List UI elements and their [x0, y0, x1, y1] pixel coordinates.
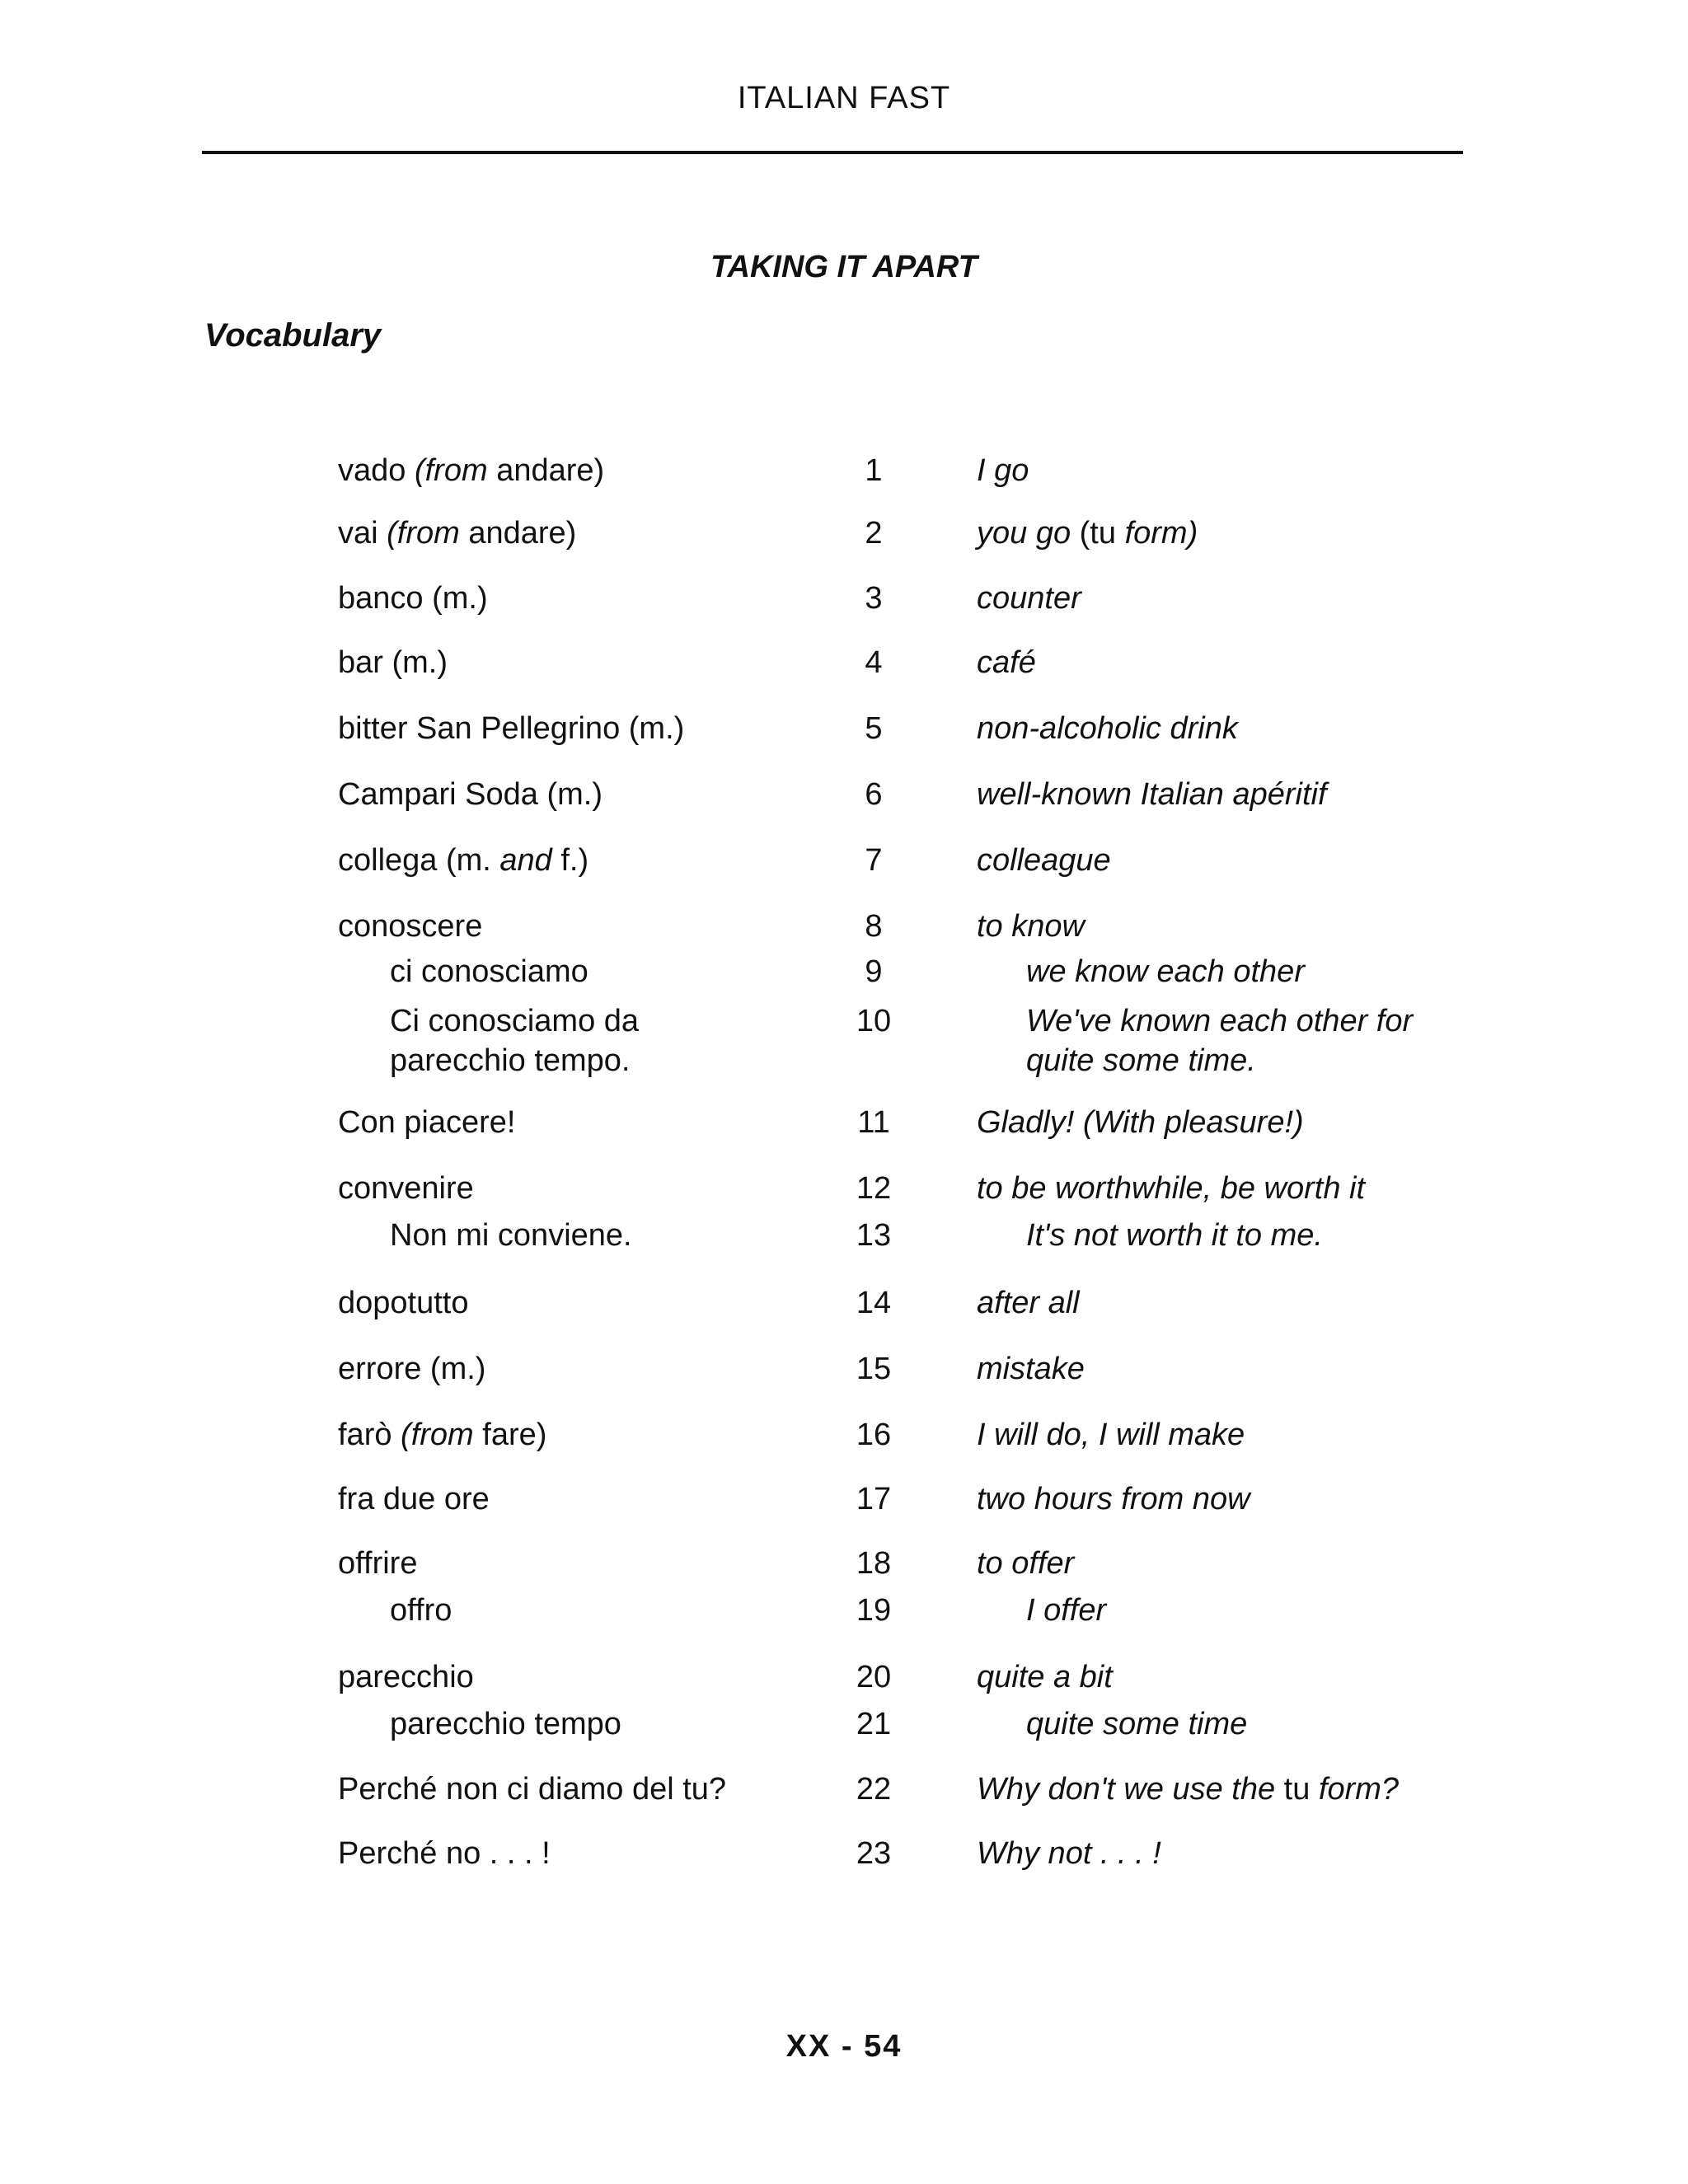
vocab-definition: we know each other: [1026, 954, 1305, 989]
vocab-number: 7: [865, 843, 883, 878]
vocab-term: Campari Soda (m.): [338, 777, 603, 812]
running-head: ITALIAN FAST: [737, 81, 951, 115]
vocab-number: 8: [865, 909, 883, 944]
vocab-number: 11: [857, 1105, 890, 1140]
vocab-number: 14: [856, 1286, 892, 1320]
vocab-definition: I offer: [1026, 1593, 1107, 1628]
vocab-term: bitter San Pellegrino (m.): [338, 711, 685, 746]
vocab-definition: well-known Italian apéritif: [977, 777, 1327, 812]
vocab-number: 12: [856, 1171, 892, 1206]
vocab-number: 2: [865, 516, 883, 551]
vocab-number: 6: [865, 777, 883, 812]
vocab-definition: I go: [977, 453, 1029, 488]
vocab-number: 4: [865, 645, 883, 680]
vocab-term: collega (m. and f.): [338, 843, 589, 878]
vocab-term: conoscere: [338, 909, 483, 944]
vocab-definition: I will do, I will make: [977, 1418, 1245, 1452]
vocab-definition: mistake: [977, 1352, 1085, 1386]
vocab-number: 15: [856, 1352, 892, 1386]
vocab-definition: non-alcoholic drink: [977, 711, 1238, 746]
vocab-number: 19: [856, 1593, 892, 1628]
vocab-definition: quite some time: [1026, 1707, 1248, 1741]
vocab-number: 16: [856, 1418, 892, 1452]
vocab-definition: Why don't we use the tu form?: [977, 1772, 1400, 1807]
vocab-term: Non mi conviene.: [390, 1218, 632, 1253]
vocab-term: offrire: [338, 1546, 418, 1581]
vocab-term: parecchio tempo: [390, 1707, 621, 1741]
vocabulary-heading: Vocabulary: [204, 317, 382, 354]
vocab-number: 21: [856, 1707, 892, 1741]
vocab-definition: We've known each other for quite some time.: [1026, 1004, 1414, 1078]
page-number: XX - 54: [785, 2029, 903, 2064]
vocab-definition: to be worthwhile, be worth it: [977, 1171, 1366, 1206]
vocab-number: 1: [865, 453, 883, 488]
vocab-term: convenire: [338, 1171, 474, 1206]
vocab-term: vado (from andare): [338, 453, 605, 488]
vocab-term: bar (m.): [338, 645, 448, 680]
vocab-number: 17: [856, 1482, 892, 1516]
vocab-definition: you go (tu form): [977, 516, 1198, 551]
vocab-term: banco (m.): [338, 581, 488, 616]
vocab-number: 20: [856, 1660, 892, 1694]
vocab-number: 23: [856, 1836, 892, 1871]
vocab-number: 3: [865, 581, 883, 616]
vocab-definition: quite a bit: [977, 1660, 1113, 1694]
vocab-term: dopotutto: [338, 1286, 469, 1320]
vocab-number: 18: [856, 1546, 892, 1581]
vocab-number: 13: [856, 1218, 892, 1253]
vocab-term: Perché non ci diamo del tu?: [338, 1772, 727, 1807]
vocab-term: offro: [390, 1593, 452, 1628]
vocab-term: Con piacere!: [338, 1105, 516, 1140]
vocab-definition: after all: [977, 1286, 1080, 1320]
vocab-definition: Gladly! (With pleasure!): [977, 1105, 1304, 1140]
vocab-definition: two hours from now: [977, 1482, 1250, 1516]
vocab-term: Perché no . . . !: [338, 1836, 551, 1871]
vocab-term: Ci conosciamo da parecchio tempo.: [390, 1004, 640, 1078]
vocab-definition: café: [977, 645, 1036, 680]
vocab-number: 5: [865, 711, 883, 746]
vocab-term: ci conosciamo: [390, 954, 588, 989]
vocab-definition: to know: [977, 909, 1085, 944]
vocab-term: fra due ore: [338, 1482, 490, 1516]
section-title: TAKING IT APART: [710, 250, 978, 284]
vocab-definition: colleague: [977, 843, 1111, 878]
vocab-definition: counter: [977, 581, 1081, 616]
vocab-definition: to offer: [977, 1546, 1075, 1581]
vocab-term: errore (m.): [338, 1352, 486, 1386]
vocab-number: 22: [856, 1772, 892, 1807]
vocab-number: 10: [856, 1004, 892, 1038]
vocab-definition: It's not worth it to me.: [1026, 1218, 1323, 1253]
vocab-definition: Why not . . . !: [977, 1836, 1161, 1871]
vocab-number: 9: [865, 954, 883, 989]
vocab-term: parecchio: [338, 1660, 474, 1694]
vocab-term: vai (from andare): [338, 516, 577, 551]
vocab-term: farò (from fare): [338, 1418, 547, 1452]
